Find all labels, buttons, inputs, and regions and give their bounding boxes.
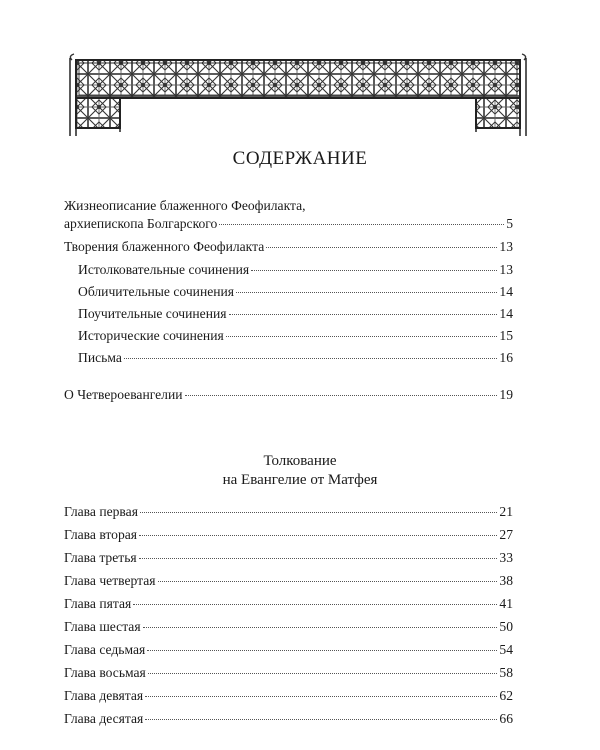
dot-leader: [219, 224, 504, 225]
toc-chapter-entry[interactable]: [64, 642, 513, 658]
dot-leader: [147, 650, 497, 651]
toc-entry-page: 58: [499, 665, 513, 680]
toc-entry-page: 19: [499, 387, 513, 402]
toc-entry-label: Глава третья: [64, 550, 137, 565]
ornamental-frame: [66, 52, 530, 138]
toc-entry-page: 62: [499, 688, 513, 703]
dot-leader: [143, 627, 498, 628]
toc-chapter-entry[interactable]: [64, 573, 513, 589]
toc-chapter-entry[interactable]: [64, 711, 513, 727]
toc-entry-label: О Четвероевангелии: [64, 387, 183, 402]
toc-entry-works[interactable]: [64, 239, 513, 255]
toc-entry-page: 13: [499, 239, 513, 254]
toc-entry-page: 14: [499, 306, 513, 321]
toc-subentry[interactable]: [78, 328, 513, 344]
dot-leader: [139, 535, 497, 536]
toc-entry-page: 21: [499, 504, 513, 519]
dot-leader: [145, 696, 497, 697]
dot-leader: [158, 581, 498, 582]
dot-leader: [139, 558, 498, 559]
toc-chapter-entry[interactable]: [64, 504, 513, 520]
toc-entry-page: 50: [499, 619, 513, 634]
section-title-line2: на Евангелие от Матфея: [222, 472, 378, 488]
toc-entry-label: Глава десятая: [64, 711, 144, 726]
toc-entry-page: 14: [499, 284, 513, 299]
toc-chapter-entry[interactable]: [64, 596, 513, 612]
toc-entry-label: Глава шестая: [64, 619, 141, 634]
section-title-line1: Толкование: [263, 453, 337, 469]
toc-entry-label: Истолковательные сочинения: [78, 262, 250, 277]
toc-entry-label: Исторические сочинения: [78, 328, 224, 343]
toc-entry-label: Глава четвертая: [64, 573, 156, 588]
dot-leader: [236, 292, 497, 293]
toc-entry-label: Глава девятая: [64, 688, 144, 703]
toc-entry-life[interactable]: [64, 216, 513, 232]
toc-chapter-entry[interactable]: [64, 665, 513, 681]
dot-leader: [229, 314, 498, 315]
toc-entry-page: 15: [499, 328, 513, 343]
toc-chapter-entry[interactable]: [64, 688, 513, 704]
toc-chapter-entry[interactable]: [64, 527, 513, 543]
toc-entry-page: 27: [499, 527, 513, 542]
dot-leader: [133, 604, 497, 605]
toc-chapter-entry[interactable]: [64, 619, 513, 635]
toc-entry-page: 33: [499, 550, 513, 565]
toc-entry-life-line1: Жизнеописание блаженного Феофилакта,: [64, 198, 306, 213]
toc-entry-label: Глава пятая: [64, 596, 132, 611]
dot-leader: [145, 719, 497, 720]
toc-entry-label: Поучительные сочинения: [78, 306, 227, 321]
toc-entry-page: 16: [499, 350, 513, 365]
toc-entry-page: 54: [499, 642, 513, 657]
toc-entry-label: Глава первая: [64, 504, 138, 519]
toc-subentry[interactable]: [78, 284, 513, 300]
toc-entry-page: 38: [499, 573, 513, 588]
toc-entry-page: 5: [506, 216, 513, 231]
toc-subentry[interactable]: [78, 306, 513, 322]
toc-entry-label: Глава вторая: [64, 527, 138, 542]
dot-leader: [148, 673, 498, 674]
toc-entry-page: 66: [499, 711, 513, 726]
dot-leader: [124, 358, 498, 359]
toc-entry-label: Письма: [78, 350, 122, 365]
toc-subentry[interactable]: [78, 350, 513, 366]
toc-entry-label: Обличительные сочинения: [78, 284, 235, 299]
dot-leader: [185, 395, 498, 396]
dot-leader: [266, 247, 497, 248]
toc-entry-label: Глава седьмая: [64, 642, 146, 657]
toc-subentry[interactable]: [78, 262, 513, 278]
dot-leader: [251, 270, 497, 271]
toc-chapter-entry[interactable]: [64, 550, 513, 566]
toc-entry-label: Творения блаженного Феофилакта: [64, 239, 265, 254]
toc-entry-label: Глава восьмая: [64, 665, 146, 680]
toc-entry-four-gospels[interactable]: [64, 387, 513, 403]
toc-entry-label: архиепископа Болгарского: [64, 216, 218, 231]
contents-heading: СОДЕРЖАНИЕ: [232, 148, 368, 169]
toc-entry-page: 41: [499, 596, 513, 611]
toc-entry-page: 13: [499, 262, 513, 277]
dot-leader: [226, 336, 498, 337]
dot-leader: [140, 512, 497, 513]
